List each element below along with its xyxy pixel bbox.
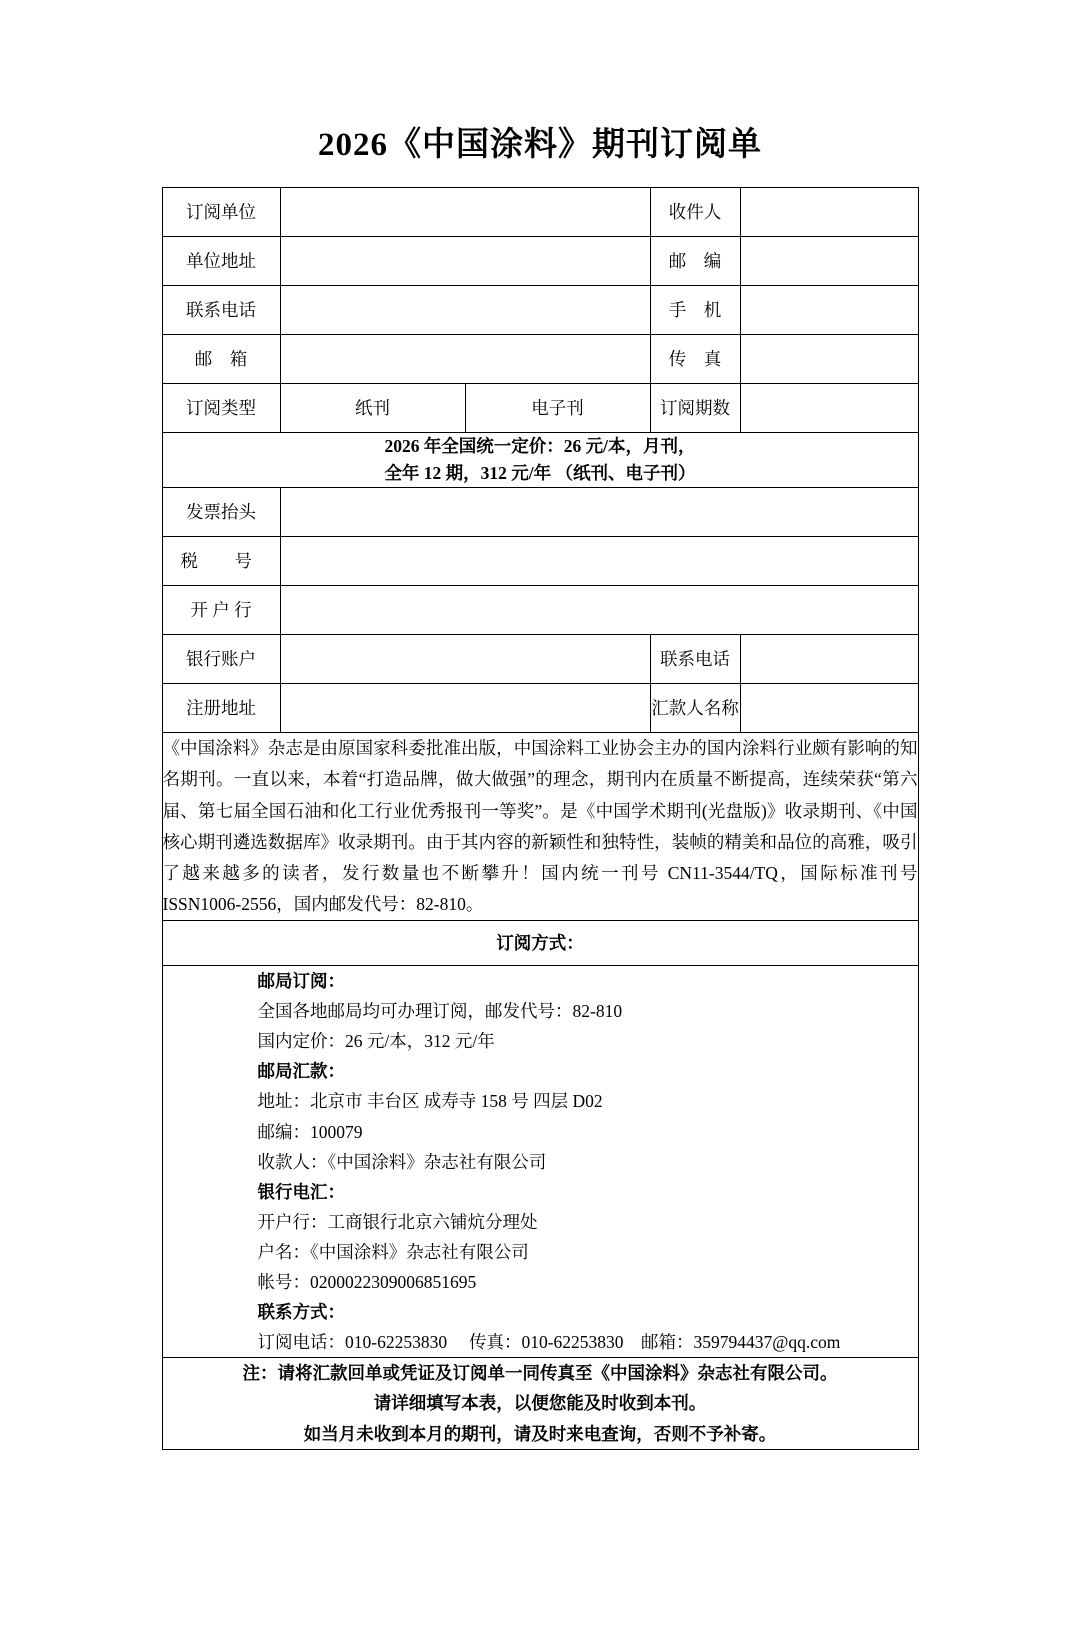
post-remittance-title: 邮局汇款： xyxy=(257,1061,345,1082)
table-row-methods-heading xyxy=(162,921,918,966)
table-row-footer-note xyxy=(162,1358,918,1449)
field-issue-count[interactable] xyxy=(740,384,918,433)
price-note-line1: 2026 年全国统一定价：26 元/本，月刊， xyxy=(384,436,696,456)
post-subscribe-title: 邮局订阅： xyxy=(257,971,345,992)
field-bank-account[interactable] xyxy=(280,635,650,684)
field-mobile[interactable] xyxy=(740,286,918,335)
field-contact-phone[interactable] xyxy=(280,286,650,335)
table-row xyxy=(162,286,918,335)
field-opening-bank[interactable] xyxy=(280,586,918,635)
table-row-subscription-type xyxy=(162,384,918,433)
label-registered-address: 注册地址 xyxy=(162,684,280,733)
label-fax: 传 真 xyxy=(650,335,740,384)
price-note-line2: 全年 12 期，312 元/年 （纸刊、电子刊） xyxy=(384,463,696,484)
table-row-intro xyxy=(162,733,918,921)
price-note xyxy=(162,433,918,488)
table-row xyxy=(162,488,918,537)
table-row xyxy=(162,635,918,684)
footer-note-line1: 注：请将汇款回单或凭证及订阅单一同传真至《中国涂料》杂志社有限公司。 xyxy=(242,1363,838,1384)
methods-body xyxy=(162,966,918,1358)
label-opening-bank: 开 户 行 xyxy=(162,586,280,635)
label-bank-account: 银行账户 xyxy=(162,635,280,684)
label-unit-address: 单位地址 xyxy=(162,237,280,286)
footer-note xyxy=(162,1358,918,1449)
field-tax-number[interactable] xyxy=(280,537,918,586)
label-subscription-type: 订阅类型 xyxy=(162,384,280,433)
label-email: 邮 箱 xyxy=(162,335,280,384)
label-tax-number: 税 号 xyxy=(162,537,280,586)
table-row-price xyxy=(162,433,918,488)
label-issue-count: 订阅期数 xyxy=(650,384,740,433)
bank-transfer-account-name: 户名：《中国涂料》杂志社有限公司 xyxy=(257,1241,529,1262)
bank-transfer-account-number: 帐号：0200022309006851695 xyxy=(257,1272,477,1293)
table-row xyxy=(162,684,918,733)
bank-transfer-bank: 开户行：工商银行北京六铺炕分理处 xyxy=(257,1211,538,1232)
label-mobile: 手 机 xyxy=(650,286,740,335)
document-page xyxy=(0,118,1080,1645)
field-bank-contact-phone[interactable] xyxy=(740,635,918,684)
label-remitter-name: 汇款人名称 xyxy=(650,684,740,733)
bank-transfer-title: 银行电汇： xyxy=(257,1181,345,1202)
footer-note-line3: 如当月未收到本月的期刊，请及时来电查询，否则不予补寄。 xyxy=(303,1423,777,1444)
label-invoice-title: 发票抬头 xyxy=(162,488,280,537)
field-unit-address[interactable] xyxy=(280,237,650,286)
methods-heading: 订阅方式： xyxy=(162,921,918,966)
label-subscriber-unit: 订阅单位 xyxy=(162,188,280,237)
subscription-form-table xyxy=(162,187,919,1450)
table-row xyxy=(162,586,918,635)
label-bank-contact-phone: 联系电话 xyxy=(650,635,740,684)
field-fax[interactable] xyxy=(740,335,918,384)
label-recipient: 收件人 xyxy=(650,188,740,237)
footer-note-line2: 请详细填写本表，以便您能及时收到本刊。 xyxy=(373,1393,707,1414)
field-invoice-title[interactable] xyxy=(280,488,918,537)
label-contact-phone: 联系电话 xyxy=(162,286,280,335)
field-recipient[interactable] xyxy=(740,188,918,237)
contact-title: 联系方式： xyxy=(257,1302,345,1323)
post-remittance-address: 地址：北京市 丰台区 成寿寺 158 号 四层 D02 xyxy=(257,1091,603,1112)
table-row xyxy=(162,335,918,384)
intro-paragraph: 《中国涂料》杂志是由原国家科委批准出版，中国涂料工业协会主办的国内涂料行业颇有影响的知名期刊。一直以来，本着“打造品牌，做大做强”的理念，期刊内在质量不断提高，连续荣获“第六届、第七届全国石油和化工行业优秀报刊一等奖”。是《中国学术期刊(光盘版)》收录期刊、《中国核心期刊遴选数据库》收录期刊。由于其内容的新颖性和独特性，装帧的精美和品位的高雅，吸引了越来越多的读者，发行数量也不断攀升！国内统一刊号 CN11-3544/TQ，国际标准刊号 ISSN1006-2556，国内邮发代号：82-810。 xyxy=(162,733,918,921)
field-email[interactable] xyxy=(280,335,650,384)
post-remittance-payee: 收款人：《中国涂料》杂志社有限公司 xyxy=(257,1151,547,1172)
page-title: 2026《中国涂料》期刊订阅单 xyxy=(318,127,762,163)
option-digital-edition[interactable]: 电子刊 xyxy=(465,384,650,433)
label-postcode: 邮 编 xyxy=(650,237,740,286)
field-postcode[interactable] xyxy=(740,237,918,286)
table-row-methods xyxy=(162,966,918,1358)
field-registered-address[interactable] xyxy=(280,684,650,733)
table-row xyxy=(162,237,918,286)
contact-line: 订阅电话：010-62253830 传真：010-62253830 邮箱：359794437@qq.com xyxy=(257,1332,841,1353)
post-remittance-postcode: 邮编：100079 xyxy=(257,1121,363,1142)
table-row xyxy=(162,188,918,237)
post-subscribe-line2: 国内定价：26 元/本，312 元/年 xyxy=(257,1031,495,1052)
field-remitter-name[interactable] xyxy=(740,684,918,733)
field-subscriber-unit[interactable] xyxy=(280,188,650,237)
option-paper-edition[interactable]: 纸刊 xyxy=(280,384,465,433)
post-subscribe-line1: 全国各地邮局均可办理订阅，邮发代号：82-810 xyxy=(257,1001,623,1022)
table-row xyxy=(162,537,918,586)
